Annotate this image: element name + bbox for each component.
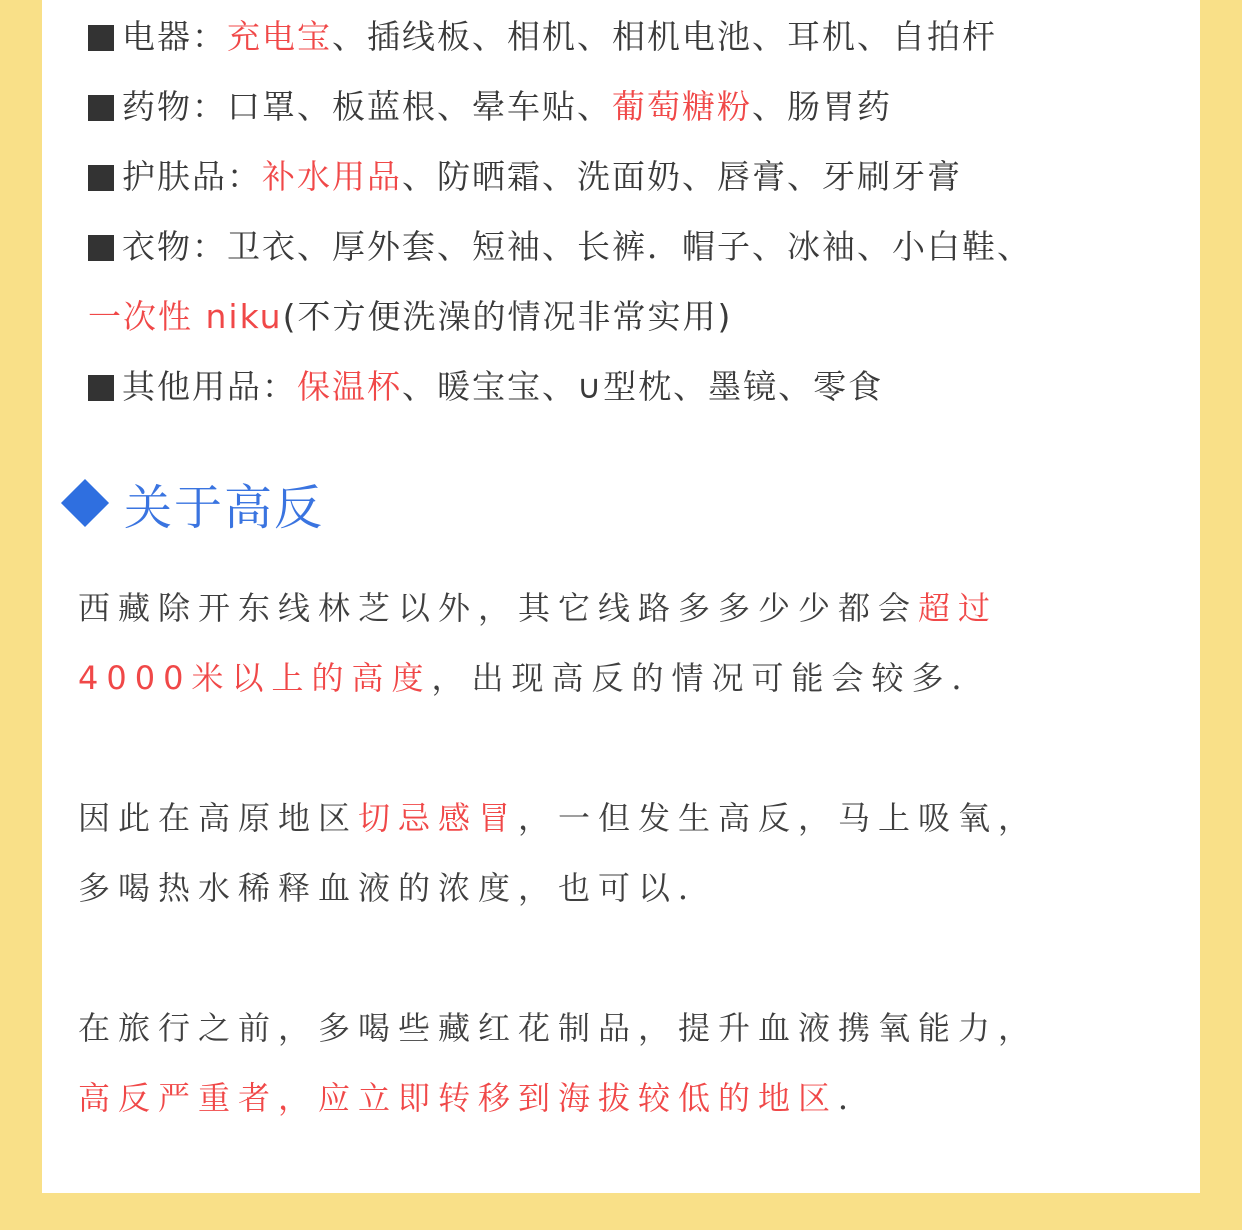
packing-line-clothing (88, 212, 1198, 282)
packing-items: 药物：口罩、板蓝根、晕车贴、 (122, 87, 612, 126)
packing-line-electronics (88, 2, 1198, 72)
packing-line-clothing-continued (88, 282, 1198, 352)
square-bullet-icon (88, 95, 114, 121)
paragraph-line (78, 573, 1188, 643)
body-text: ． (838, 1079, 879, 1117)
packing-line-medicine (88, 72, 1198, 142)
highlight-text: 补水用品 (262, 157, 402, 196)
packing-items: 衣物：卫衣、厚外套、短袖、长裤．帽子、冰袖、小白鞋、 (122, 227, 1032, 266)
square-bullet-icon (88, 235, 114, 261)
packing-label: 其他用品： (122, 367, 297, 406)
body-text: 西藏除开东线林芝以外，其它线路多多少少都会 (78, 589, 919, 627)
body-text: 在旅行之前，多喝些藏红花制品，提升血液携氧能力， (78, 1009, 1039, 1047)
paragraph-avoid-cold (78, 783, 1188, 923)
content-card (42, 0, 1200, 1193)
paragraph-line (78, 1063, 1188, 1133)
highlight-text: 高反严重者，应立即转移到海拔较低的地区 (78, 1079, 839, 1117)
packing-list (88, 2, 1198, 422)
highlight-text: 4000米以上的高度 (78, 659, 432, 697)
section-heading (60, 468, 324, 538)
body-text: ，一但发生高反，马上吸氧， (518, 799, 1039, 837)
highlight-text: 切忌感冒 (358, 799, 519, 837)
packing-items: 、肠胃药 (752, 87, 892, 126)
packing-items: 、插线板、相机、相机电池、耳机、自拍杆 (332, 17, 997, 56)
highlight-text: 保温杯 (297, 367, 402, 406)
packing-label: 电器： (122, 17, 227, 56)
paragraph-before-travel (78, 993, 1188, 1133)
paragraph-line (78, 783, 1188, 853)
paragraph-line (78, 643, 1188, 713)
paragraph-line (78, 853, 1188, 923)
packing-items: (不方便洗澡的情况非常实用) (282, 297, 733, 336)
packing-items: 、防晒霜、洗面奶、唇膏、牙刷牙膏 (402, 157, 962, 196)
highlight-text: 一次性 niku (88, 297, 283, 336)
highlight-text: 充电宝 (227, 17, 332, 56)
highlight-text: 超过 (918, 589, 999, 627)
body-text: 因此在高原地区 (78, 799, 359, 837)
body-text: ，出现高反的情况可能会较多． (431, 659, 992, 697)
packing-line-other (88, 352, 1198, 422)
packing-items: 、暖宝宝、∪型枕、墨镜、零食 (402, 367, 884, 406)
packing-label: 护肤品： (122, 157, 262, 196)
body-text: 多喝热水稀释血液的浓度，也可以． (78, 869, 719, 907)
paragraph-line (78, 993, 1188, 1063)
square-bullet-icon (88, 165, 114, 191)
square-bullet-icon (88, 375, 114, 401)
square-bullet-icon (88, 25, 114, 51)
highlight-text: 葡萄糖粉 (612, 87, 752, 126)
paragraph-altitude-routes (78, 573, 1188, 713)
section-title: 关于高反 (124, 479, 325, 536)
diamond-icon (61, 479, 109, 527)
packing-line-skincare (88, 142, 1198, 212)
